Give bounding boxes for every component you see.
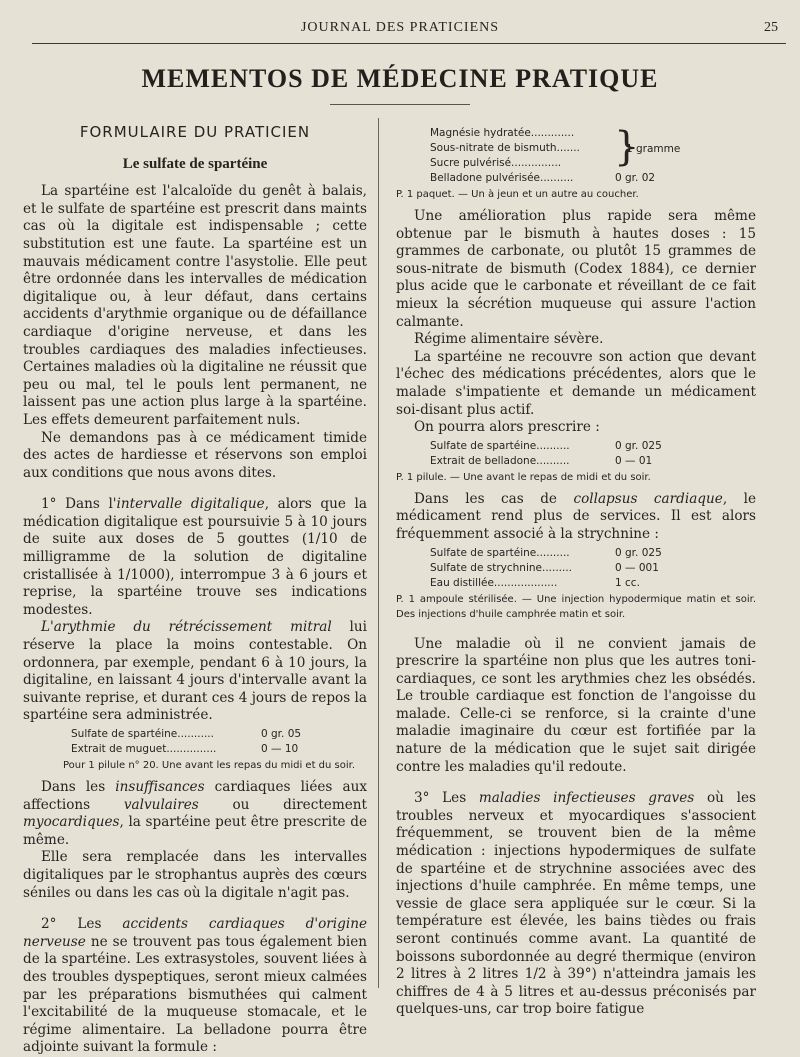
section-heading: FORMULAIRE DU PRATICIEN: [79, 123, 311, 141]
text-run: , alors que la médication digitalique est poursuivie 5 à 10 jours de suite aux doses de 5 gouttes (1/10 de milligramme de la solution de digitaline cristallisée à 1/1000), interrompue 3 à 6 jours et reprise, la spartéine trouve ses indications modestes.: [23, 496, 367, 618]
text-run: , le médicament rend plus de services. Il est alors fréquemment associé à la strychnine :: [396, 490, 757, 542]
paragraph: La spartéine est l'alcaloïde du genêt à balais, et le sulfate de spartéine est prescrit dans maints cas où la digitale est indispensable ; cette substitution est une faute. La spartéine est un mauvais médicament contre l'asystolie. Elle peut être ordonnée dans les intervalles de médication digitalique ou, à leur défaut, dans certains accidents d'arythmie organique ou de défaillance cardiaque d'origine nerveuse, et dans les troubles cardiaques des maladies infectieuses. Certaines maladies où la digitaline ne réussit que peu ou mal, tel le pouls lent permanent, ne laissent pas une action plus large à la spartéine. Les effets demeurent parfaitement nuls.: [23, 183, 367, 428]
paragraph: [396, 790, 756, 1019]
prescription-line: [396, 546, 756, 561]
text-run: ne se trouvent pas tous également bien de la spartéine. Les extrasystoles, souvent liées à des troubles dyspeptiques, seront mieux calmées par les préparations bismuthées qui calment l'excitabilité de la muqueuse stomacale, et le régime alimentaire. La belladone pourra être adjointe suivant la formule :: [23, 933, 367, 1056]
dose: 0 gr. 025: [615, 439, 662, 452]
ingredient: Sucre pulvérisé...............: [430, 157, 562, 169]
paragraph: Elle sera remplacée dans les intervalles digitaliques par le strophantus auprès des cœurs séniles ou dans les cas où la digitale n'agit pas.: [23, 849, 367, 901]
text-run: ou directement: [198, 796, 368, 813]
prescription-block: [396, 439, 756, 485]
ingredient: Eau distillée...................: [430, 576, 558, 589]
italic-run: insuffisances: [115, 779, 205, 795]
journal-title: JOURNAL DES PRATICIENS: [300, 20, 500, 35]
paragraph: [23, 619, 367, 725]
italic-run: valvulaires: [123, 796, 199, 813]
dose: 0 — 10: [261, 743, 299, 755]
paragraph: Une amélioration plus rapide sera même obtenue par le bismuth à hautes doses : 15 grammes de carbonate, ou plutôt 15 grammes de sous-nitrate de bismuth (Codex 1884), ce dernier plus acide que le carbonate et réveillant de ce fait mieux la sécrétion muqueuse qui assure l'action calmante.: [396, 208, 756, 330]
italic-run: maladies infectieuses graves: [478, 790, 695, 807]
header-rule: [32, 43, 786, 44]
text-run: 2° Les: [41, 916, 123, 933]
dose: 0 gr. 025: [615, 546, 662, 559]
prescription-line: [23, 727, 367, 742]
brace-glyph: }: [614, 124, 640, 170]
prescription-note: Pour 1 pilule n° 20. Une avant les repas du midi et du soir.: [63, 760, 356, 771]
ingredient: Sulfate de strychnine.........: [430, 561, 573, 574]
dose: 0 — 01: [615, 454, 653, 467]
ingredient: Extrait de belladone..........: [430, 454, 570, 467]
page-number: 25: [764, 20, 778, 35]
right-column: [396, 124, 756, 1019]
prescription-line: [396, 126, 756, 141]
prescription-block: [23, 727, 367, 773]
column-divider: [378, 118, 379, 988]
paragraph: Régime alimentaire sévère.: [414, 331, 604, 348]
paragraph: Ne demandons pas à ce médicament timide des actes de hardiesse et réservons son emploi aux conditions que nous avons dites.: [23, 429, 367, 481]
paragraph: La spartéine ne recouvre son action que devant l'échec des médications précédentes, alors que le malade s'impatiente et demande un médicament soi-disant plus actif.: [396, 348, 756, 418]
prescription-line: [396, 454, 756, 469]
text-run: lui réserve la place la moins contestable. On ordonnera, par exemple, pendant 6 à 10 jours, la digitaline, en laissant 4 jours d'intervalle avant la suivante reprise, et durant ces 4 jours de repos la spartéine sera administrée.: [23, 619, 367, 724]
prescription-note: P. 1 paquet. — Un à jeun et un autre au coucher.: [396, 189, 639, 200]
left-column: [23, 116, 367, 1057]
ingredient: Belladone pulvérisée..........: [430, 172, 574, 184]
brace-dose: 1 gramme: [626, 143, 681, 155]
title-rule: [330, 104, 470, 105]
ingredient: Magnésie hydratée.............: [430, 127, 575, 139]
dose: 1 cc.: [615, 576, 640, 589]
text-run: Dans les cas de: [414, 490, 574, 507]
article-subheading: Le sulfate de spartéine: [122, 155, 268, 172]
prescription-line: [396, 141, 756, 156]
paragraph: On pourra alors prescrire :: [414, 419, 600, 436]
text-run: , la spartéine peut être prescrite de même.: [23, 814, 367, 848]
text-run: où les troubles nerveux et myocardiques s'associent fréquemment, se trouvent bien de la même médication : injections hypodermiques de sulfate de spartéine et de strychnine associées avec des injections d'huile camphrée. En même temps, une vessie de glace sera appliquée sur le cœur. Si la température est élevée, les bains tièdes ou frais seront continués comme avant. La quantité de boissons subordonnée au degré thermique (environ 2 litres à 2 litres 1/2 à 39°) n'atteindra jamais les chiffres de 4 à 5 litres et au-dessus préconisés par quelques-uns, car trop boire fatigue: [396, 790, 756, 1018]
running-header: [0, 20, 800, 40]
prescription-block: [396, 546, 756, 622]
paragraph: [23, 916, 367, 1057]
paragraph: Une maladie où il ne convient jamais de prescrire la spartéine non plus que les autres toni-cardiaques, ce sont les arythmies chez les obsédés. Le trouble cardiaque est fonction de l'angoisse du malade. Celle-ci se renforce, si la crainte d'une maladie imaginaire du cœur est fortifiée par la nature de la médication que le sujet sait dirigée contre les maladies qu'il redoute.: [396, 635, 756, 775]
ingredient: Extrait de muguet...............: [71, 743, 217, 755]
italic-run: myocardiques: [23, 814, 120, 831]
dose: 0 gr. 02: [615, 172, 656, 184]
prescription-line: [396, 561, 756, 576]
paragraph: [23, 496, 367, 619]
prescription-line: [396, 156, 756, 171]
text-run: 3° Les: [414, 790, 479, 807]
main-title: MEMENTOS DE MÉDECINE PRATIQUE: [141, 64, 659, 93]
prescription-block: [396, 126, 756, 202]
dose: 0 — 001: [615, 561, 659, 574]
ingredient: Sulfate de spartéine..........: [430, 546, 570, 559]
prescription-note: P. 1 pilule. — Une avant le repas de midi et du soir.: [396, 471, 651, 483]
text-run: cardiaques liées aux affections: [23, 779, 367, 813]
dose: 0 gr. 05: [261, 728, 302, 740]
paragraph: [23, 779, 367, 849]
ingredient: Sous-nitrate de bismuth.......: [430, 142, 580, 154]
prescription-line: [396, 171, 756, 186]
paragraph: [396, 491, 756, 544]
italic-run: accidents cardiaques d'origine nerveuse: [23, 916, 367, 950]
ingredient: Sulfate de spartéine..........: [430, 439, 570, 452]
prescription-line: [396, 439, 756, 454]
italic-run: intervalle digitalique: [116, 496, 265, 513]
text-run: Dans les: [41, 779, 116, 795]
italic-run: L'arythmie du rétrécissement mitral: [41, 619, 332, 636]
prescription-note: P. 1 ampoule stérilisée. — Une injection hypodermique matin et soir. Des injections d'huile camphrée matin et soir.: [396, 593, 756, 620]
text-run: 1° Dans l': [41, 496, 117, 513]
ingredient: Sulfate de spartéine...........: [71, 728, 214, 740]
italic-run: collapsus cardiaque: [573, 490, 723, 507]
prescription-line: [396, 576, 756, 591]
prescription-line: [23, 742, 367, 757]
